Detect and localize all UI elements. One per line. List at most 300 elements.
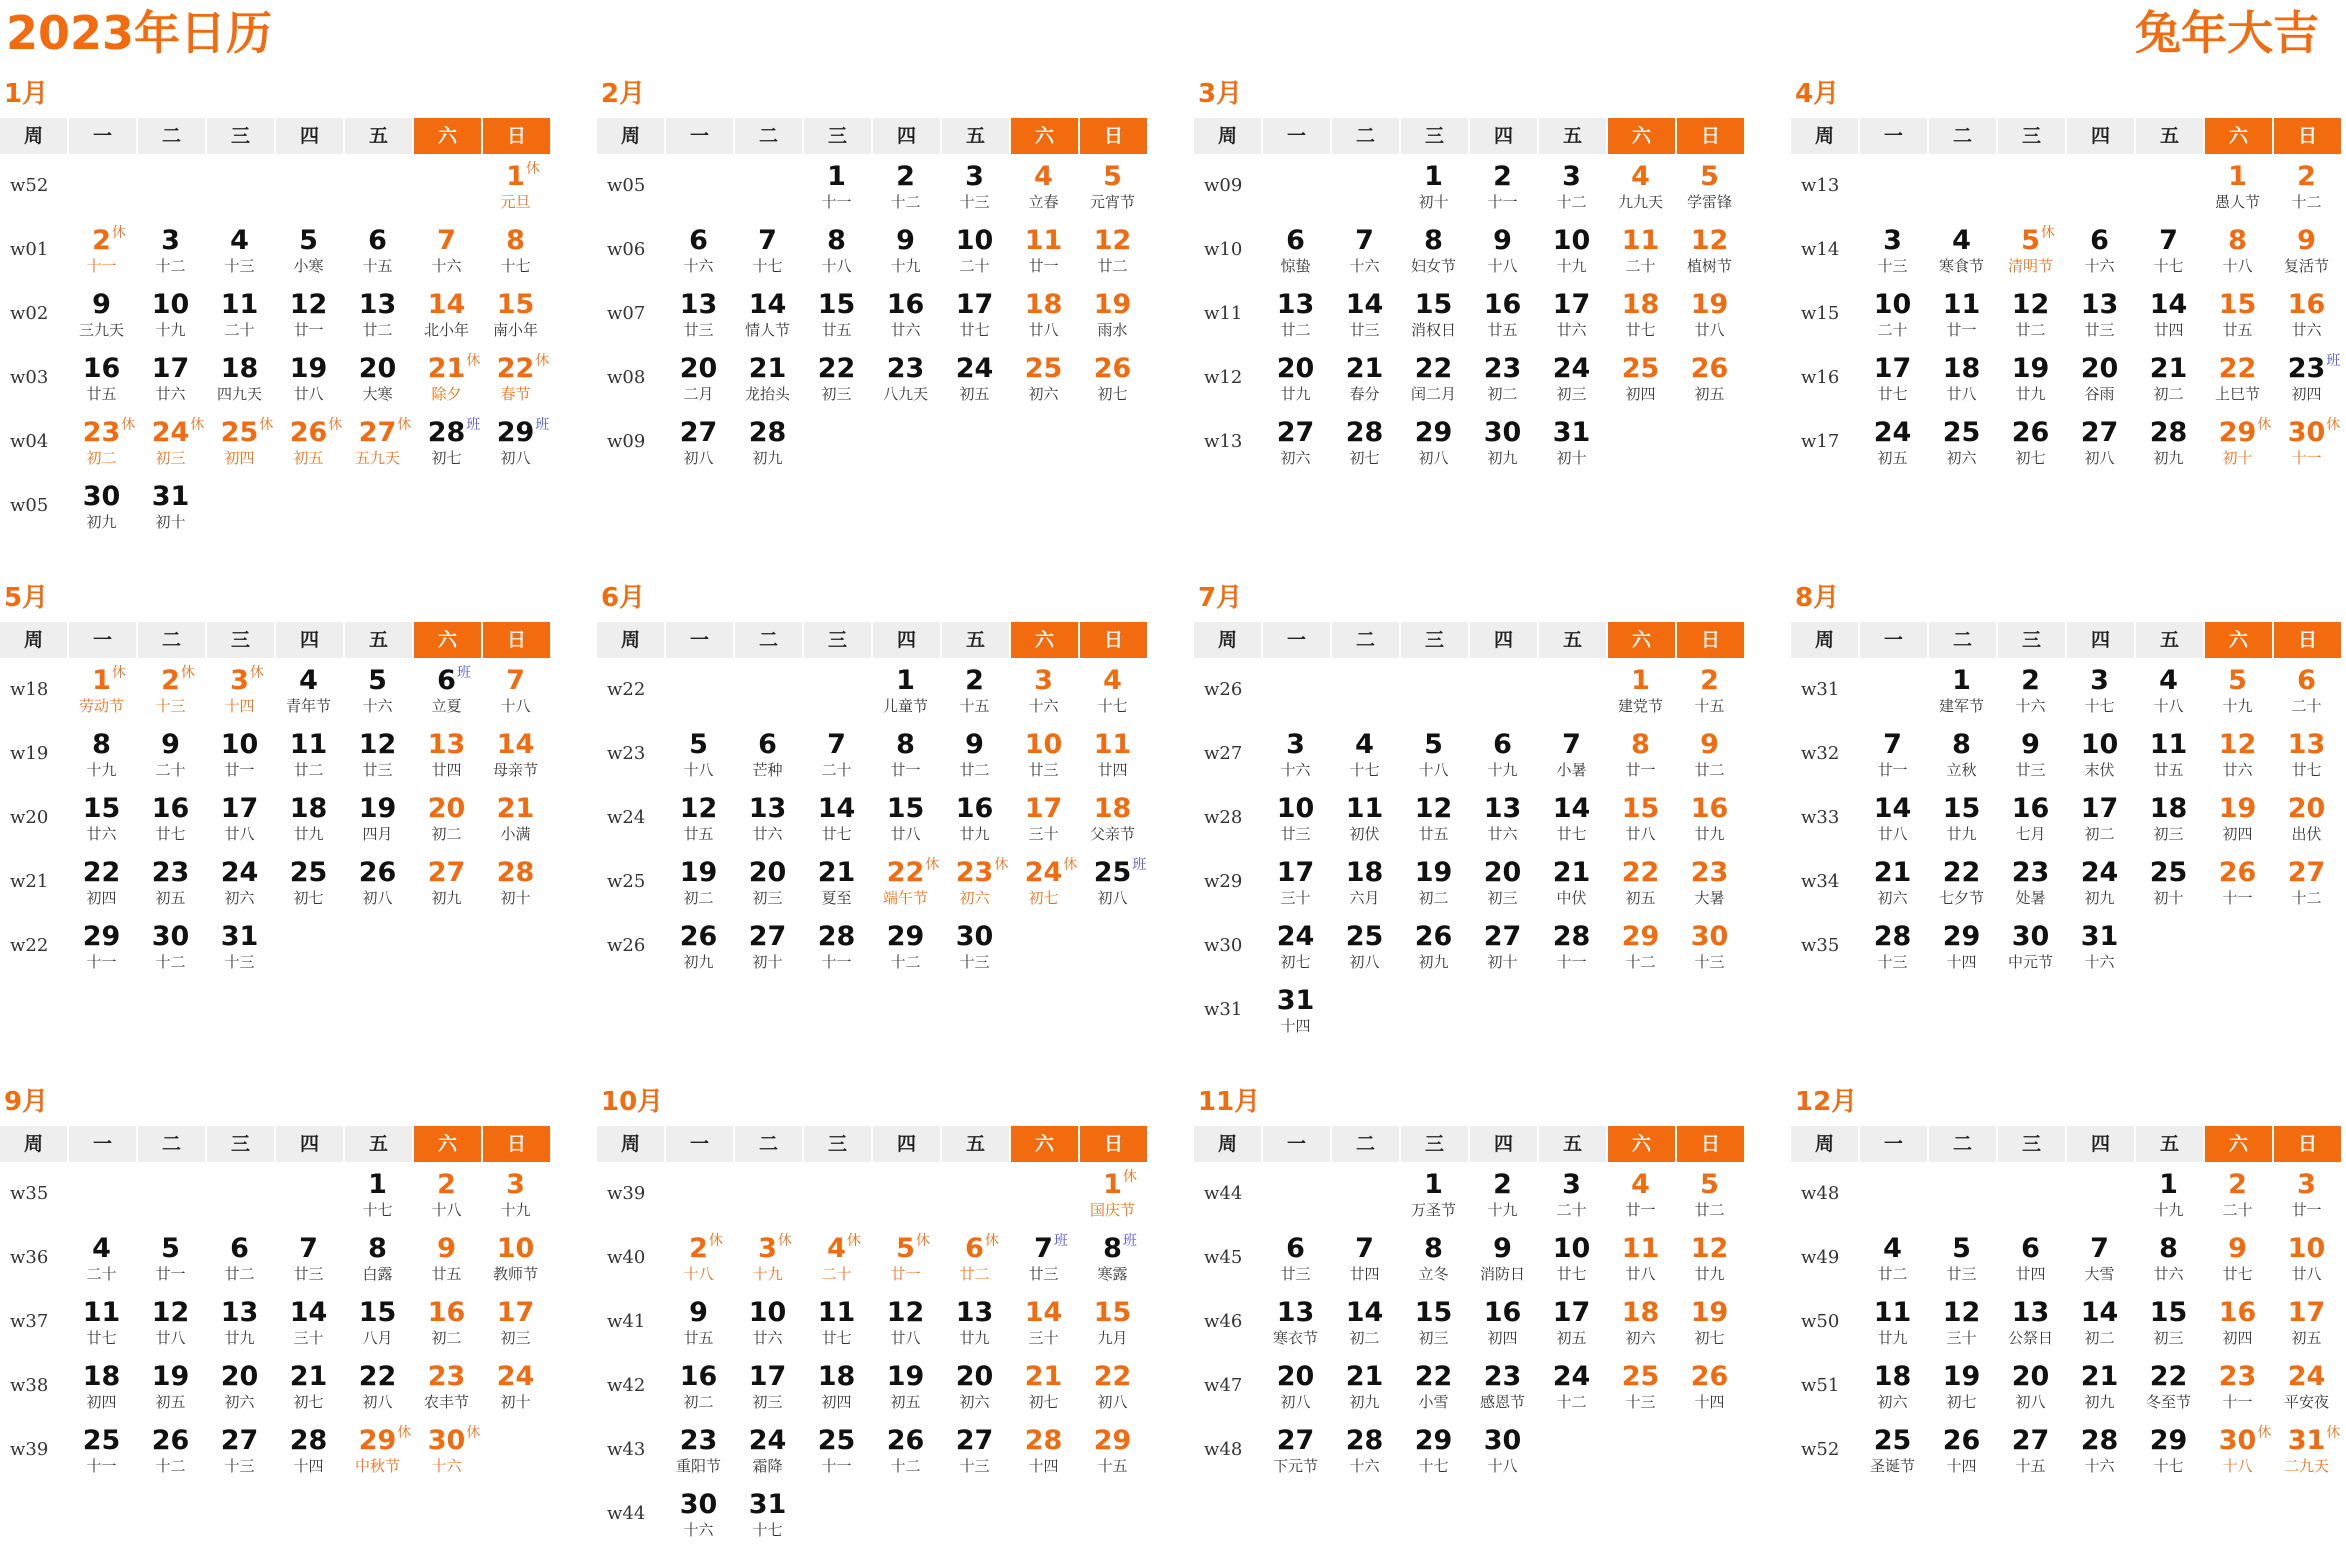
day-cell[interactable] xyxy=(205,914,274,978)
day-cell[interactable] xyxy=(2272,786,2341,850)
day-cell[interactable] xyxy=(1078,850,1147,914)
day-cell[interactable] xyxy=(664,410,733,474)
day-cell[interactable] xyxy=(802,786,871,850)
day-cell[interactable] xyxy=(1399,154,1468,218)
day-cell[interactable] xyxy=(871,914,940,978)
day-cell[interactable] xyxy=(67,722,136,786)
day-cell[interactable] xyxy=(802,1354,871,1418)
day-cell[interactable] xyxy=(733,1226,802,1290)
day-cell[interactable] xyxy=(412,658,481,722)
day-cell[interactable] xyxy=(1399,410,1468,474)
day-cell[interactable] xyxy=(1537,282,1606,346)
day-cell[interactable] xyxy=(67,1290,136,1354)
day-cell[interactable] xyxy=(1399,346,1468,410)
day-cell[interactable] xyxy=(871,154,940,218)
day-cell[interactable] xyxy=(205,218,274,282)
day-cell[interactable] xyxy=(1606,154,1675,218)
day-cell[interactable] xyxy=(1468,722,1537,786)
day-cell[interactable] xyxy=(343,1290,412,1354)
day-cell[interactable] xyxy=(802,154,871,218)
day-cell[interactable] xyxy=(1537,1354,1606,1418)
day-cell[interactable] xyxy=(1858,410,1927,474)
day-cell[interactable] xyxy=(1261,218,1330,282)
day-cell[interactable] xyxy=(136,1290,205,1354)
day-cell[interactable] xyxy=(1927,658,1996,722)
day-cell[interactable] xyxy=(2065,1418,2134,1482)
day-cell[interactable] xyxy=(733,1354,802,1418)
day-cell[interactable] xyxy=(2065,850,2134,914)
day-cell[interactable] xyxy=(2203,218,2272,282)
day-cell[interactable] xyxy=(1399,218,1468,282)
day-cell[interactable] xyxy=(1009,850,1078,914)
day-cell[interactable] xyxy=(2272,850,2341,914)
day-cell[interactable] xyxy=(67,282,136,346)
day-cell[interactable] xyxy=(412,850,481,914)
day-cell[interactable] xyxy=(2134,1162,2203,1226)
day-cell[interactable] xyxy=(1675,346,1744,410)
day-cell[interactable] xyxy=(481,1354,550,1418)
day-cell[interactable] xyxy=(1927,410,1996,474)
day-cell[interactable] xyxy=(1330,346,1399,410)
day-cell[interactable] xyxy=(1927,850,1996,914)
day-cell[interactable] xyxy=(1078,218,1147,282)
day-cell[interactable] xyxy=(274,786,343,850)
day-cell[interactable] xyxy=(481,850,550,914)
day-cell[interactable] xyxy=(343,282,412,346)
day-cell[interactable] xyxy=(274,1226,343,1290)
day-cell[interactable] xyxy=(1399,914,1468,978)
day-cell[interactable] xyxy=(802,218,871,282)
day-cell[interactable] xyxy=(412,410,481,474)
day-cell[interactable] xyxy=(2065,1290,2134,1354)
day-cell[interactable] xyxy=(664,1226,733,1290)
day-cell[interactable] xyxy=(2134,1290,2203,1354)
day-cell[interactable] xyxy=(2065,1354,2134,1418)
day-cell[interactable] xyxy=(1996,658,2065,722)
day-cell[interactable] xyxy=(2203,850,2272,914)
day-cell[interactable] xyxy=(664,1482,733,1546)
day-cell[interactable] xyxy=(2272,1162,2341,1226)
day-cell[interactable] xyxy=(2134,850,2203,914)
day-cell[interactable] xyxy=(940,1354,1009,1418)
day-cell[interactable] xyxy=(136,914,205,978)
day-cell[interactable] xyxy=(205,282,274,346)
day-cell[interactable] xyxy=(274,346,343,410)
day-cell[interactable] xyxy=(1996,282,2065,346)
day-cell[interactable] xyxy=(1606,1162,1675,1226)
day-cell[interactable] xyxy=(1330,786,1399,850)
day-cell[interactable] xyxy=(2203,1418,2272,1482)
day-cell[interactable] xyxy=(481,658,550,722)
day-cell[interactable] xyxy=(1996,786,2065,850)
day-cell[interactable] xyxy=(733,410,802,474)
day-cell[interactable] xyxy=(412,1354,481,1418)
day-cell[interactable] xyxy=(1858,1290,1927,1354)
day-cell[interactable] xyxy=(1399,1290,1468,1354)
day-cell[interactable] xyxy=(871,786,940,850)
day-cell[interactable] xyxy=(871,1290,940,1354)
day-cell[interactable] xyxy=(1399,282,1468,346)
day-cell[interactable] xyxy=(205,658,274,722)
day-cell[interactable] xyxy=(343,346,412,410)
day-cell[interactable] xyxy=(274,1354,343,1418)
day-cell[interactable] xyxy=(1996,346,2065,410)
day-cell[interactable] xyxy=(1330,850,1399,914)
day-cell[interactable] xyxy=(2272,1290,2341,1354)
day-cell[interactable] xyxy=(1330,282,1399,346)
day-cell[interactable] xyxy=(1927,722,1996,786)
day-cell[interactable] xyxy=(1606,1226,1675,1290)
day-cell[interactable] xyxy=(1858,914,1927,978)
day-cell[interactable] xyxy=(2065,786,2134,850)
day-cell[interactable] xyxy=(481,282,550,346)
day-cell[interactable] xyxy=(1078,346,1147,410)
day-cell[interactable] xyxy=(1927,346,1996,410)
day-cell[interactable] xyxy=(1996,850,2065,914)
day-cell[interactable] xyxy=(343,722,412,786)
day-cell[interactable] xyxy=(481,218,550,282)
day-cell[interactable] xyxy=(136,786,205,850)
day-cell[interactable] xyxy=(1468,1162,1537,1226)
day-cell[interactable] xyxy=(67,914,136,978)
day-cell[interactable] xyxy=(412,1226,481,1290)
day-cell[interactable] xyxy=(664,914,733,978)
day-cell[interactable] xyxy=(1858,786,1927,850)
day-cell[interactable] xyxy=(136,1226,205,1290)
day-cell[interactable] xyxy=(1927,1226,1996,1290)
day-cell[interactable] xyxy=(1996,1418,2065,1482)
day-cell[interactable] xyxy=(412,1290,481,1354)
day-cell[interactable] xyxy=(412,1162,481,1226)
day-cell[interactable] xyxy=(274,850,343,914)
day-cell[interactable] xyxy=(940,1418,1009,1482)
day-cell[interactable] xyxy=(940,722,1009,786)
day-cell[interactable] xyxy=(940,282,1009,346)
day-cell[interactable] xyxy=(1261,914,1330,978)
day-cell[interactable] xyxy=(1858,218,1927,282)
day-cell[interactable] xyxy=(1009,154,1078,218)
day-cell[interactable] xyxy=(1078,1226,1147,1290)
day-cell[interactable] xyxy=(1399,1418,1468,1482)
day-cell[interactable] xyxy=(343,410,412,474)
day-cell[interactable] xyxy=(1468,218,1537,282)
day-cell[interactable] xyxy=(802,346,871,410)
day-cell[interactable] xyxy=(1537,786,1606,850)
day-cell[interactable] xyxy=(1078,1290,1147,1354)
day-cell[interactable] xyxy=(733,722,802,786)
day-cell[interactable] xyxy=(1858,722,1927,786)
day-cell[interactable] xyxy=(664,1354,733,1418)
day-cell[interactable] xyxy=(2203,1354,2272,1418)
day-cell[interactable] xyxy=(205,1418,274,1482)
day-cell[interactable] xyxy=(664,282,733,346)
day-cell[interactable] xyxy=(481,1226,550,1290)
day-cell[interactable] xyxy=(2272,282,2341,346)
day-cell[interactable] xyxy=(664,346,733,410)
day-cell[interactable] xyxy=(1468,1290,1537,1354)
day-cell[interactable] xyxy=(1330,1290,1399,1354)
day-cell[interactable] xyxy=(1261,786,1330,850)
day-cell[interactable] xyxy=(1996,1290,2065,1354)
day-cell[interactable] xyxy=(1606,282,1675,346)
day-cell[interactable] xyxy=(1537,722,1606,786)
day-cell[interactable] xyxy=(67,1226,136,1290)
day-cell[interactable] xyxy=(2272,658,2341,722)
day-cell[interactable] xyxy=(481,410,550,474)
day-cell[interactable] xyxy=(2134,1418,2203,1482)
day-cell[interactable] xyxy=(1009,722,1078,786)
day-cell[interactable] xyxy=(1468,346,1537,410)
day-cell[interactable] xyxy=(1468,154,1537,218)
day-cell[interactable] xyxy=(733,346,802,410)
day-cell[interactable] xyxy=(412,282,481,346)
day-cell[interactable] xyxy=(1261,346,1330,410)
day-cell[interactable] xyxy=(733,282,802,346)
day-cell[interactable] xyxy=(2272,218,2341,282)
day-cell[interactable] xyxy=(2134,410,2203,474)
day-cell[interactable] xyxy=(1606,786,1675,850)
day-cell[interactable] xyxy=(802,1290,871,1354)
day-cell[interactable] xyxy=(2134,658,2203,722)
day-cell[interactable] xyxy=(940,1226,1009,1290)
day-cell[interactable] xyxy=(2272,1354,2341,1418)
day-cell[interactable] xyxy=(1858,1354,1927,1418)
day-cell[interactable] xyxy=(1675,1290,1744,1354)
day-cell[interactable] xyxy=(2065,914,2134,978)
day-cell[interactable] xyxy=(2065,722,2134,786)
day-cell[interactable] xyxy=(2134,346,2203,410)
day-cell[interactable] xyxy=(940,914,1009,978)
day-cell[interactable] xyxy=(274,722,343,786)
day-cell[interactable] xyxy=(733,914,802,978)
day-cell[interactable] xyxy=(1996,1226,2065,1290)
day-cell[interactable] xyxy=(1675,154,1744,218)
day-cell[interactable] xyxy=(2272,346,2341,410)
day-cell[interactable] xyxy=(1675,1354,1744,1418)
day-cell[interactable] xyxy=(664,850,733,914)
day-cell[interactable] xyxy=(1675,218,1744,282)
day-cell[interactable] xyxy=(274,282,343,346)
day-cell[interactable] xyxy=(2272,154,2341,218)
day-cell[interactable] xyxy=(1675,914,1744,978)
day-cell[interactable] xyxy=(2065,658,2134,722)
day-cell[interactable] xyxy=(481,346,550,410)
day-cell[interactable] xyxy=(1858,1226,1927,1290)
day-cell[interactable] xyxy=(1858,850,1927,914)
day-cell[interactable] xyxy=(733,1418,802,1482)
day-cell[interactable] xyxy=(481,1290,550,1354)
day-cell[interactable] xyxy=(802,282,871,346)
day-cell[interactable] xyxy=(1537,218,1606,282)
day-cell[interactable] xyxy=(1399,786,1468,850)
day-cell[interactable] xyxy=(1261,410,1330,474)
day-cell[interactable] xyxy=(1261,1290,1330,1354)
day-cell[interactable] xyxy=(1537,914,1606,978)
day-cell[interactable] xyxy=(1675,786,1744,850)
day-cell[interactable] xyxy=(802,722,871,786)
day-cell[interactable] xyxy=(205,410,274,474)
day-cell[interactable] xyxy=(1468,786,1537,850)
day-cell[interactable] xyxy=(1468,914,1537,978)
day-cell[interactable] xyxy=(343,850,412,914)
day-cell[interactable] xyxy=(136,1418,205,1482)
day-cell[interactable] xyxy=(2203,722,2272,786)
day-cell[interactable] xyxy=(1858,1418,1927,1482)
day-cell[interactable] xyxy=(940,218,1009,282)
day-cell[interactable] xyxy=(1927,914,1996,978)
day-cell[interactable] xyxy=(67,346,136,410)
day-cell[interactable] xyxy=(1078,154,1147,218)
day-cell[interactable] xyxy=(205,346,274,410)
day-cell[interactable] xyxy=(412,722,481,786)
day-cell[interactable] xyxy=(2203,1290,2272,1354)
day-cell[interactable] xyxy=(2134,282,2203,346)
day-cell[interactable] xyxy=(67,474,136,538)
day-cell[interactable] xyxy=(1261,1418,1330,1482)
day-cell[interactable] xyxy=(1606,1354,1675,1418)
day-cell[interactable] xyxy=(412,218,481,282)
day-cell[interactable] xyxy=(274,1290,343,1354)
day-cell[interactable] xyxy=(1009,1354,1078,1418)
day-cell[interactable] xyxy=(1261,722,1330,786)
day-cell[interactable] xyxy=(481,722,550,786)
day-cell[interactable] xyxy=(1537,346,1606,410)
day-cell[interactable] xyxy=(733,218,802,282)
day-cell[interactable] xyxy=(274,1418,343,1482)
day-cell[interactable] xyxy=(343,1226,412,1290)
day-cell[interactable] xyxy=(136,218,205,282)
day-cell[interactable] xyxy=(1537,1290,1606,1354)
day-cell[interactable] xyxy=(343,218,412,282)
day-cell[interactable] xyxy=(205,786,274,850)
day-cell[interactable] xyxy=(2272,1226,2341,1290)
day-cell[interactable] xyxy=(1009,1290,1078,1354)
day-cell[interactable] xyxy=(1606,850,1675,914)
day-cell[interactable] xyxy=(940,154,1009,218)
day-cell[interactable] xyxy=(1675,1226,1744,1290)
day-cell[interactable] xyxy=(412,346,481,410)
day-cell[interactable] xyxy=(1606,346,1675,410)
day-cell[interactable] xyxy=(1078,1354,1147,1418)
day-cell[interactable] xyxy=(1675,850,1744,914)
day-cell[interactable] xyxy=(664,786,733,850)
day-cell[interactable] xyxy=(664,722,733,786)
day-cell[interactable] xyxy=(1996,410,2065,474)
day-cell[interactable] xyxy=(1330,722,1399,786)
day-cell[interactable] xyxy=(1261,1354,1330,1418)
day-cell[interactable] xyxy=(1468,282,1537,346)
day-cell[interactable] xyxy=(205,722,274,786)
day-cell[interactable] xyxy=(1606,914,1675,978)
day-cell[interactable] xyxy=(871,1354,940,1418)
day-cell[interactable] xyxy=(2203,1162,2272,1226)
day-cell[interactable] xyxy=(1468,850,1537,914)
day-cell[interactable] xyxy=(1468,410,1537,474)
day-cell[interactable] xyxy=(1009,1418,1078,1482)
day-cell[interactable] xyxy=(2203,1226,2272,1290)
day-cell[interactable] xyxy=(1330,1354,1399,1418)
day-cell[interactable] xyxy=(1927,1418,1996,1482)
day-cell[interactable] xyxy=(1927,786,1996,850)
day-cell[interactable] xyxy=(1261,978,1330,1042)
day-cell[interactable] xyxy=(940,1290,1009,1354)
day-cell[interactable] xyxy=(343,1418,412,1482)
day-cell[interactable] xyxy=(136,658,205,722)
day-cell[interactable] xyxy=(2134,218,2203,282)
day-cell[interactable] xyxy=(2203,282,2272,346)
day-cell[interactable] xyxy=(67,1354,136,1418)
day-cell[interactable] xyxy=(1078,1418,1147,1482)
day-cell[interactable] xyxy=(2134,722,2203,786)
day-cell[interactable] xyxy=(136,346,205,410)
day-cell[interactable] xyxy=(481,154,550,218)
day-cell[interactable] xyxy=(1858,282,1927,346)
day-cell[interactable] xyxy=(1078,722,1147,786)
day-cell[interactable] xyxy=(1009,218,1078,282)
day-cell[interactable] xyxy=(2272,410,2341,474)
day-cell[interactable] xyxy=(733,786,802,850)
day-cell[interactable] xyxy=(136,1354,205,1418)
day-cell[interactable] xyxy=(940,850,1009,914)
day-cell[interactable] xyxy=(664,1290,733,1354)
day-cell[interactable] xyxy=(871,346,940,410)
day-cell[interactable] xyxy=(1399,1162,1468,1226)
day-cell[interactable] xyxy=(1399,1354,1468,1418)
day-cell[interactable] xyxy=(412,786,481,850)
day-cell[interactable] xyxy=(1927,1290,1996,1354)
day-cell[interactable] xyxy=(1009,658,1078,722)
day-cell[interactable] xyxy=(205,850,274,914)
day-cell[interactable] xyxy=(2065,410,2134,474)
day-cell[interactable] xyxy=(67,218,136,282)
day-cell[interactable] xyxy=(1078,658,1147,722)
day-cell[interactable] xyxy=(412,1418,481,1482)
day-cell[interactable] xyxy=(274,658,343,722)
day-cell[interactable] xyxy=(136,282,205,346)
day-cell[interactable] xyxy=(940,346,1009,410)
day-cell[interactable] xyxy=(2203,410,2272,474)
day-cell[interactable] xyxy=(2203,346,2272,410)
day-cell[interactable] xyxy=(1996,1354,2065,1418)
day-cell[interactable] xyxy=(481,786,550,850)
day-cell[interactable] xyxy=(1468,1418,1537,1482)
day-cell[interactable] xyxy=(1675,282,1744,346)
day-cell[interactable] xyxy=(343,1162,412,1226)
day-cell[interactable] xyxy=(205,1354,274,1418)
day-cell[interactable] xyxy=(2134,786,2203,850)
day-cell[interactable] xyxy=(2203,154,2272,218)
day-cell[interactable] xyxy=(1927,218,1996,282)
day-cell[interactable] xyxy=(1468,1354,1537,1418)
day-cell[interactable] xyxy=(1606,658,1675,722)
day-cell[interactable] xyxy=(1078,282,1147,346)
day-cell[interactable] xyxy=(1078,1162,1147,1226)
day-cell[interactable] xyxy=(1261,282,1330,346)
day-cell[interactable] xyxy=(2134,1226,2203,1290)
day-cell[interactable] xyxy=(940,786,1009,850)
day-cell[interactable] xyxy=(2203,658,2272,722)
day-cell[interactable] xyxy=(2065,282,2134,346)
day-cell[interactable] xyxy=(67,786,136,850)
day-cell[interactable] xyxy=(1399,1226,1468,1290)
day-cell[interactable] xyxy=(2065,218,2134,282)
day-cell[interactable] xyxy=(205,1226,274,1290)
day-cell[interactable] xyxy=(664,218,733,282)
day-cell[interactable] xyxy=(940,658,1009,722)
day-cell[interactable] xyxy=(871,658,940,722)
day-cell[interactable] xyxy=(1261,850,1330,914)
day-cell[interactable] xyxy=(1927,282,1996,346)
